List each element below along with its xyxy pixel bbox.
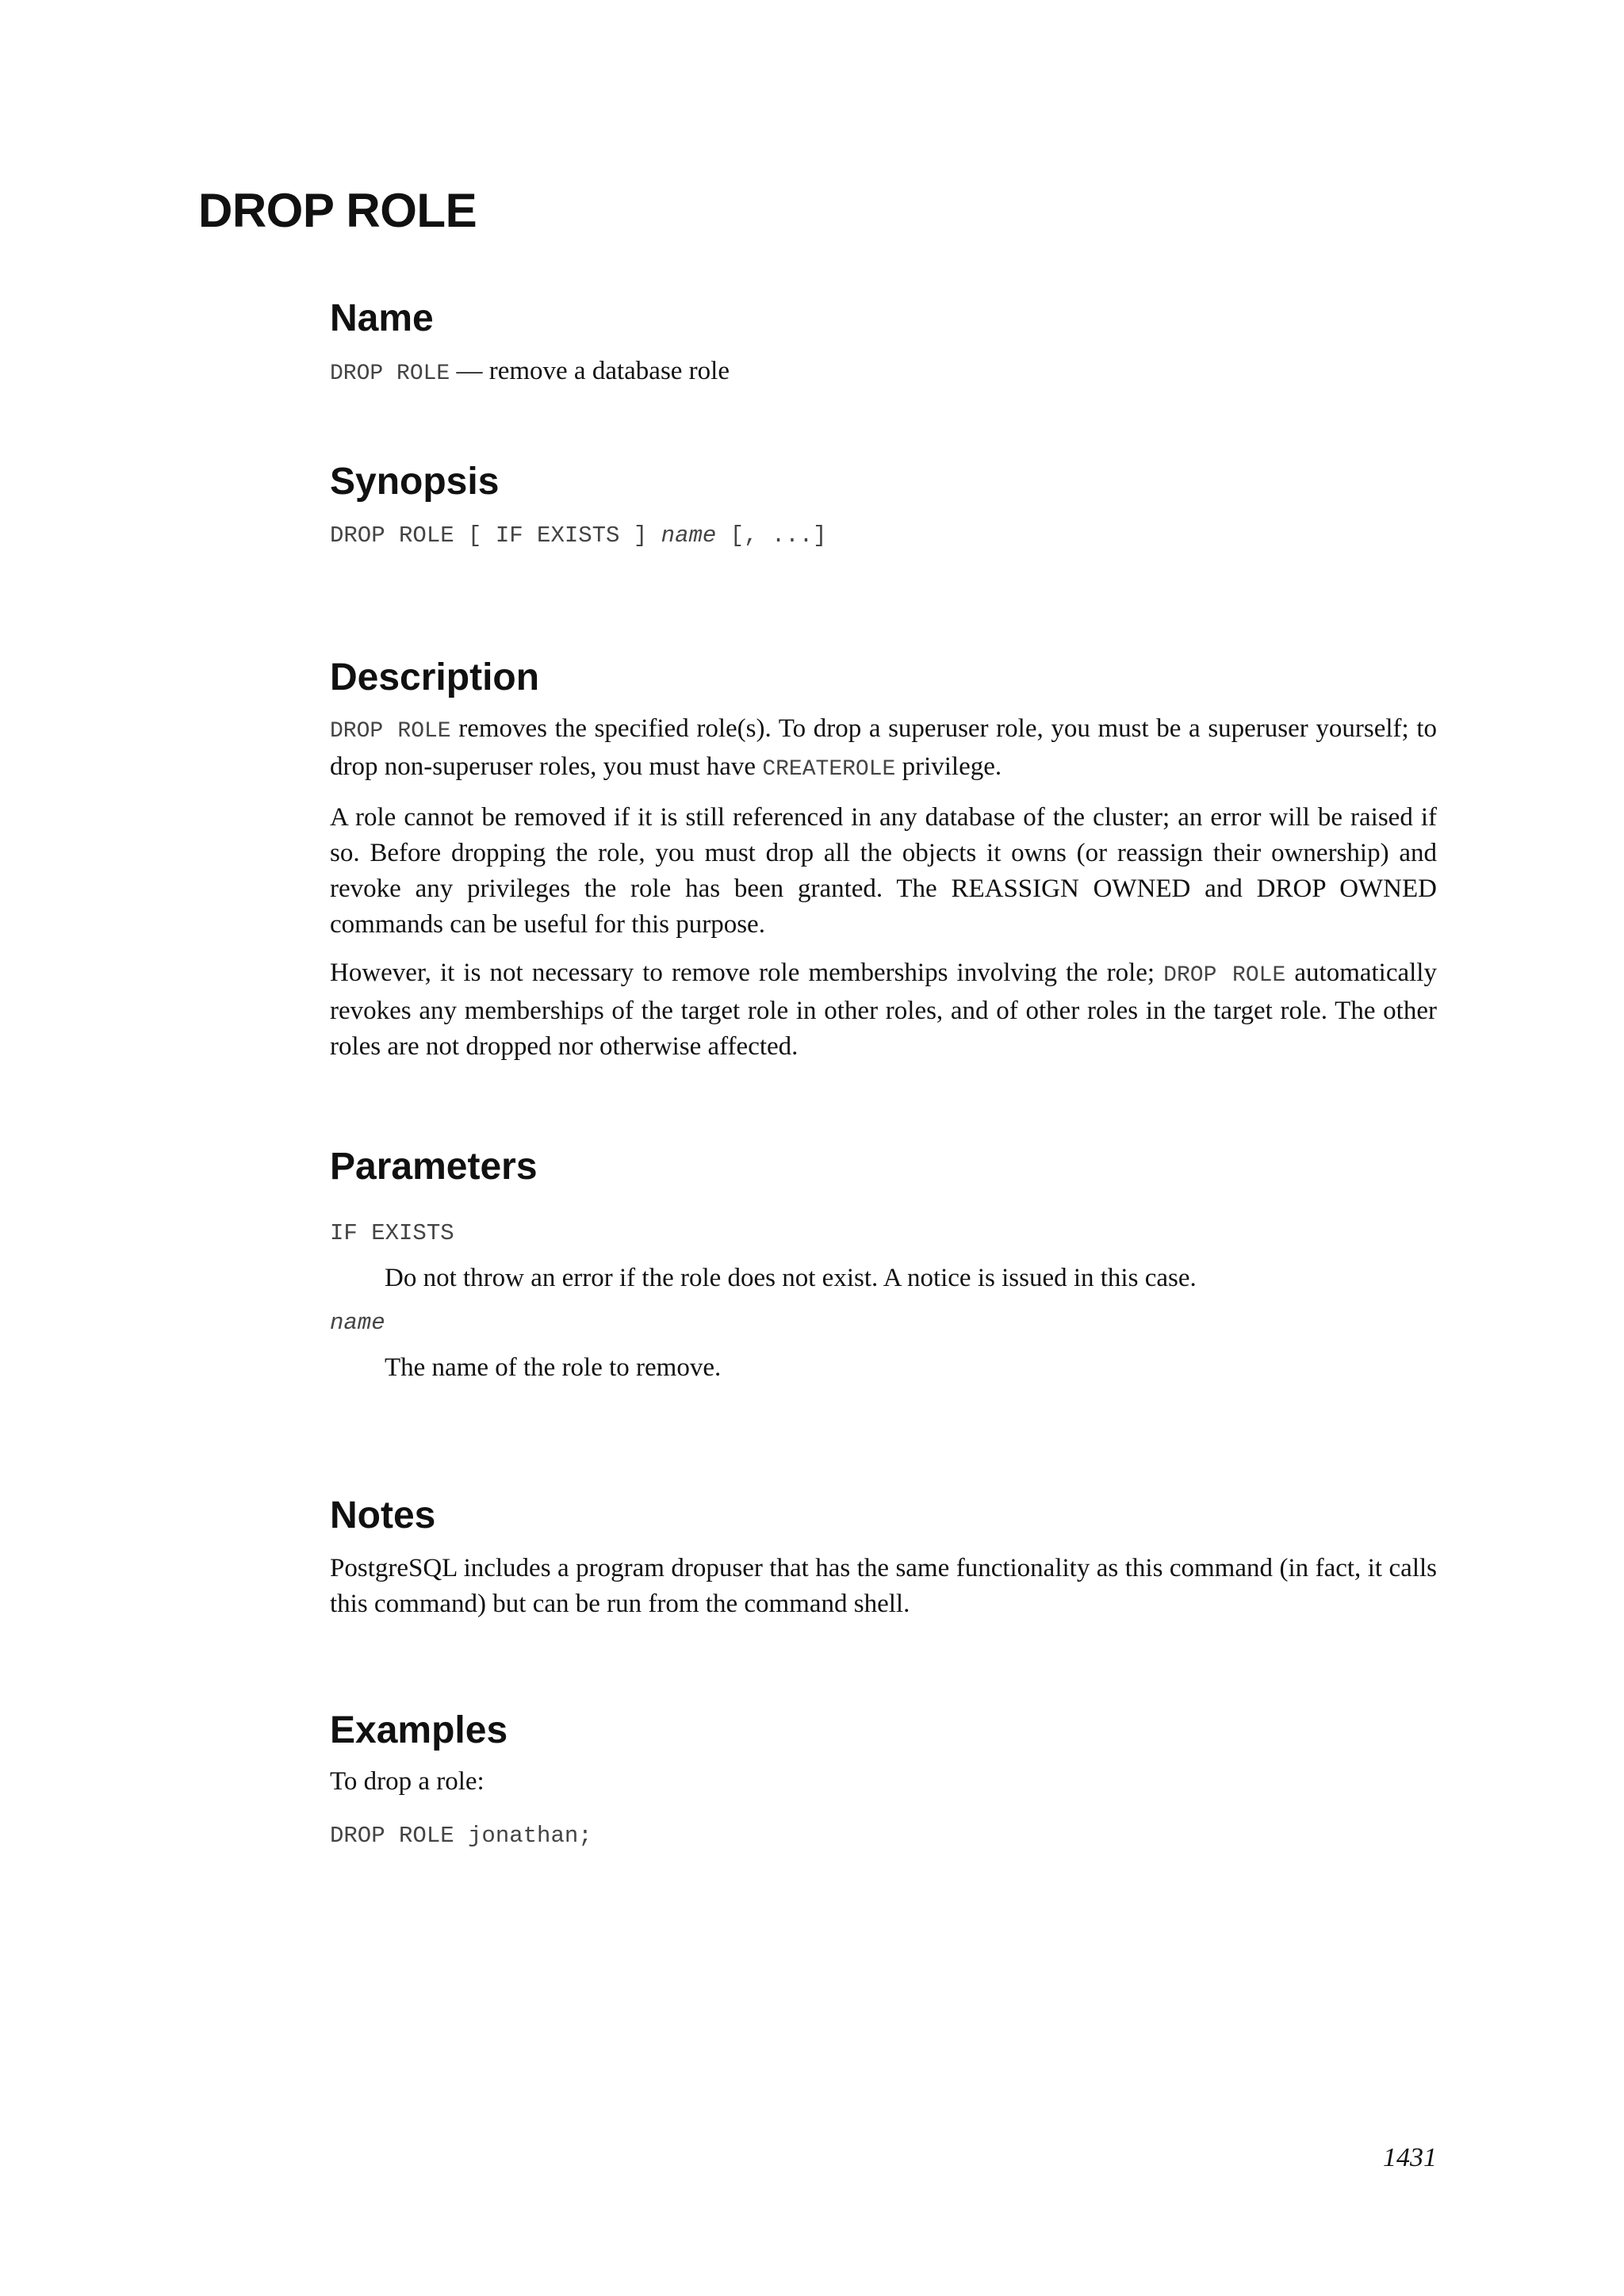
description-paragraph-2: A role cannot be removed if it is still referenced in any database of the cluster; an error will be raised if so. Before dropping the role, you must drop all the objects it owns (or reassign their ownership) and revoke any privileges the role has been granted. The REASSIGN OWNED and DROP OWNED commands can be useful for this purpose. xyxy=(330,803,1437,939)
parameter-definition: The name of the role to remove. xyxy=(385,1353,722,1382)
page-number: 1431 xyxy=(1383,2143,1437,2172)
name-section xyxy=(330,295,1437,392)
parameter-definition: Do not throw an error if the role does not exist. A notice is issued in this case. xyxy=(385,1264,1197,1292)
synopsis-code-prefix: DROP ROLE [ IF EXISTS ] xyxy=(330,522,661,549)
description-text: However, it is not necessary to remove role memberships involving the role; xyxy=(330,959,1164,987)
examples-intro: To drop a role: xyxy=(330,1767,485,1796)
description-section xyxy=(330,654,1437,1065)
command-purpose: — remove a database role xyxy=(456,357,730,385)
description-text: removes the specified role(s). To drop a superuser role, you must be a superuser yourself; to drop non-superuser roles, you must have xyxy=(330,714,1437,781)
section-heading-notes: Notes xyxy=(330,1494,436,1536)
synopsis-code xyxy=(330,520,1437,552)
notes-section xyxy=(330,1492,1437,1622)
description-text: privilege. xyxy=(895,752,1002,781)
inline-command: DROP ROLE xyxy=(1163,963,1286,988)
description-paragraph-1 xyxy=(330,711,1437,787)
description-text: automatically revokes any memberships of the target role in other roles, and of other roles in the target role. The other roles are not dropped nor otherwise affected. xyxy=(330,959,1437,1061)
example-code: DROP ROLE jonathan; xyxy=(330,1823,592,1849)
synopsis-code-param: name xyxy=(661,522,717,549)
parameter-term: IF EXISTS xyxy=(330,1220,454,1246)
section-heading-name: Name xyxy=(330,297,434,339)
examples-section xyxy=(330,1707,1437,1852)
synopsis-code-suffix: [, ...] xyxy=(716,522,827,549)
parameter-list xyxy=(330,1218,1437,1386)
section-heading-synopsis: Synopsis xyxy=(330,461,500,503)
section-heading-description: Description xyxy=(330,656,540,698)
inline-privilege: CREATEROLE xyxy=(762,757,896,782)
name-summary xyxy=(330,354,1437,392)
description-paragraph-3 xyxy=(330,955,1437,1065)
command-name: DROP ROLE xyxy=(330,362,450,386)
inline-command: DROP ROLE xyxy=(330,719,451,744)
section-heading-examples: Examples xyxy=(330,1709,508,1751)
parameters-section xyxy=(330,1143,1437,1386)
section-heading-parameters: Parameters xyxy=(330,1146,538,1188)
synopsis-section xyxy=(330,458,1437,552)
notes-paragraph: PostgreSQL includes a program dropuser that has the same functionality as this command (in fact, it calls this command) but can be run from the command shell. xyxy=(330,1554,1437,1618)
parameter-term: name xyxy=(330,1310,385,1336)
page-title: DROP ROLE xyxy=(198,184,477,237)
